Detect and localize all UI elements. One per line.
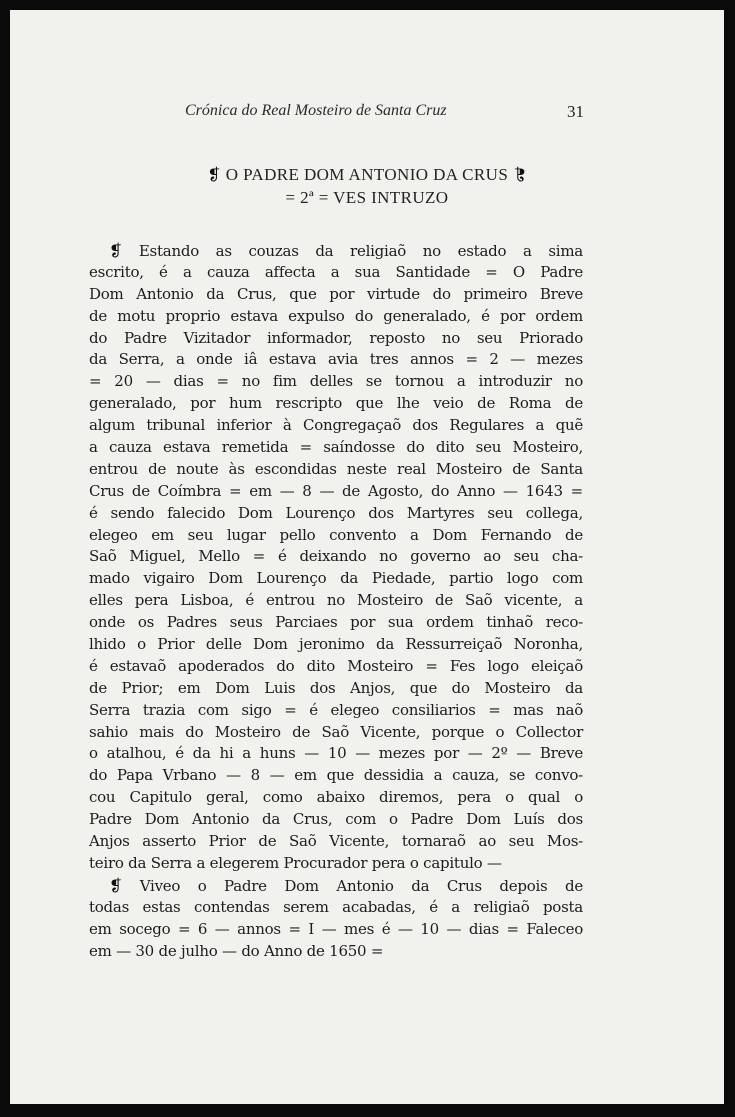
text-line: em — 30 de julho — do Anno de 1650 = bbox=[89, 941, 384, 960]
text-line: a cauza estava remetida = saíndosse do dito seu Mosteiro, bbox=[89, 438, 583, 457]
text-line: todas estas contendas serem acabadas, é a religiaõ posta bbox=[89, 897, 583, 916]
text-line: cou Capitulo geral, como abaixo diremos, pera o qual o bbox=[89, 788, 583, 807]
chapter-heading bbox=[10, 163, 724, 209]
book-page bbox=[10, 10, 724, 1104]
text-line: lhido o Prior delle Dom jeronimo da Ressurreiçaõ Noronha, bbox=[89, 635, 583, 654]
pilcrow-icon: ❡ bbox=[207, 165, 222, 184]
pilcrow-icon: ❡ bbox=[109, 875, 123, 895]
page-header bbox=[10, 102, 724, 126]
text-line: Serra trazia com sigo = é elegeo consiliarios = mas naõ bbox=[89, 700, 583, 719]
text-line: é estavaõ apoderados do dito Mosteiro = Fes logo eleiçaõ bbox=[89, 656, 583, 675]
text-line: em socego = 6 — annos = I — mes é — 10 — dias = Faleceo bbox=[89, 919, 583, 938]
pilcrow-icon: ❡ bbox=[109, 241, 123, 260]
pilcrow-icon: ❡ bbox=[512, 165, 527, 184]
text-line: sahio mais do Mosteiro de Saõ Vicente, porque o Collector bbox=[89, 722, 583, 741]
heading-line-1 bbox=[10, 163, 724, 186]
text-line: elegeo em seu lugar pello convento a Dom Fernando de bbox=[89, 525, 583, 544]
page-number: 31 bbox=[567, 102, 584, 121]
text-line: entrou de noute às escondidas neste real Mosteiro de Santa bbox=[89, 459, 583, 478]
text-line: = 20 — dias = no fim delles se tornou a introduzir no bbox=[89, 372, 583, 391]
heading-subtitle: = 2ª = VES INTRUZO bbox=[285, 188, 449, 207]
text-line: teiro da Serra a elegerem Procurador pera o capitulo — bbox=[89, 853, 502, 872]
text-line: Padre Dom Antonio da Crus, com o Padre Dom Luís dos bbox=[89, 810, 583, 829]
text-line: é sendo falecido Dom Lourenço dos Martyres seu collega, bbox=[89, 503, 583, 522]
text-line: ❡ Viveo o Padre Dom Antonio da Crus depois de bbox=[109, 875, 583, 895]
text-line: escrito, é a cauza affecta a sua Santidade = O Padre bbox=[89, 262, 583, 281]
body-text bbox=[89, 240, 583, 962]
running-title: Crónica do Real Mosteiro de Santa Cruz bbox=[185, 102, 447, 119]
text-line: mado vigairo Dom Lourenço da Piedade, partio logo com bbox=[89, 569, 583, 588]
text-line: Anjos asserto Prior de Saõ Vicente, tornaraõ ao seu Mos- bbox=[89, 832, 583, 851]
text-line: do Padre Vizitador informador, reposto no seu Priorado bbox=[89, 328, 583, 347]
heading-title: O PADRE DOM ANTONIO DA CRUS bbox=[225, 165, 509, 184]
text-line: de motu proprio estava expulso do generalado, é por ordem bbox=[89, 306, 583, 325]
text-line: o atalhou, é da hi a huns — 10 — mezes por — 2º — Breve bbox=[89, 744, 583, 763]
text-line: generalado, por hum rescripto que lhe veio de Roma de bbox=[89, 394, 583, 413]
text-line: de Prior; em Dom Luis dos Anjos, que do Mosteiro da bbox=[89, 678, 583, 697]
text-line: elles pera Lisboa, é entrou no Mosteiro de Saõ vicente, a bbox=[89, 591, 583, 610]
text-line: da Serra, a onde iâ estava avia tres annos = 2 — mezes bbox=[89, 350, 583, 369]
text-line: Dom Antonio da Crus, que por virtude do primeiro Breve bbox=[89, 284, 583, 303]
text-line: algum tribunal inferior à Congregaçaõ dos Regulares a quẽ bbox=[89, 416, 583, 435]
text-line: do Papa Vrbano — 8 — em que dessidia a cauza, se convo- bbox=[89, 766, 583, 785]
text-line: Saõ Miguel, Mello = é deixando no governo ao seu cha- bbox=[89, 547, 583, 566]
text-line: ❡ Estando as couzas da religiaõ no estado a sima bbox=[109, 241, 583, 260]
text-line: onde os Padres seus Parciaes por sua ordem tinhaõ reco- bbox=[89, 613, 583, 632]
text-line: Crus de Coímbra = em — 8 — de Agosto, do Anno — 1643 = bbox=[89, 481, 583, 500]
